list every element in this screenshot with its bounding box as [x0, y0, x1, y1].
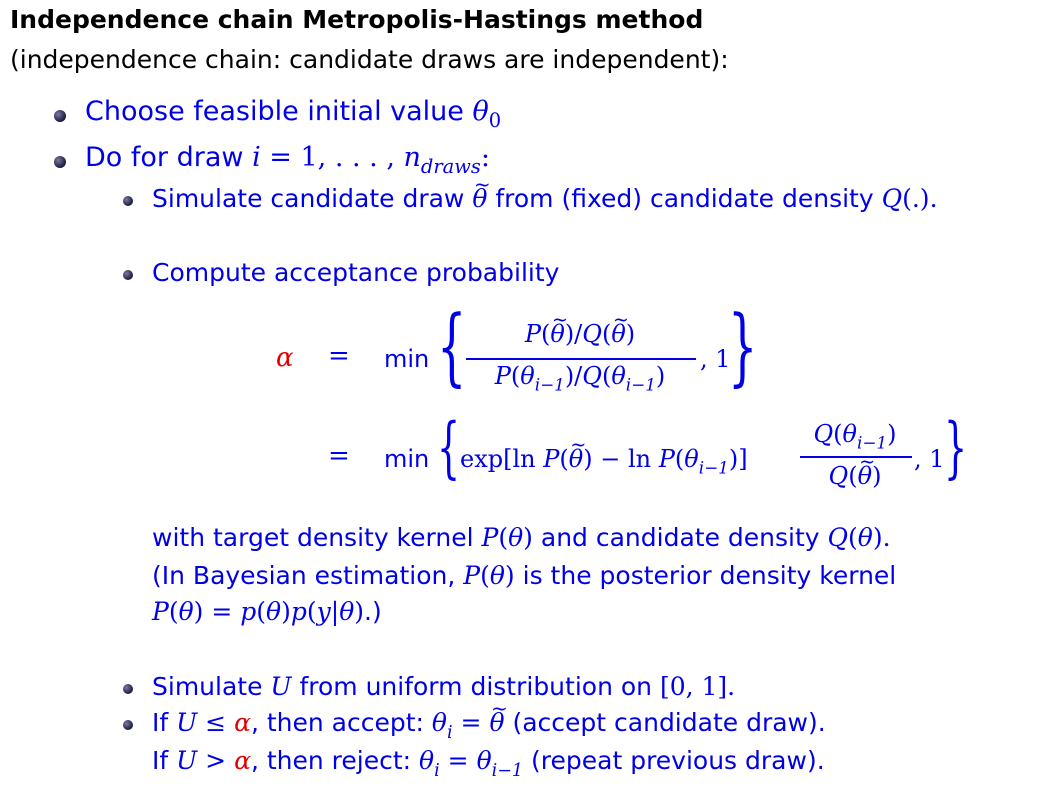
bullet-acceptance: Compute acceptance probability	[152, 258, 560, 287]
right-brace-1: }	[728, 297, 758, 395]
note-posterior-formula: P(θ) = p(θ)p(y|θ).)	[152, 597, 382, 626]
bullet-simulate-candidate: Simulate candidate draw θ ~ from (fixed) candidate density Q(.).	[152, 184, 938, 213]
right-brace-2: }	[944, 409, 968, 486]
alpha-symbol: α	[276, 343, 294, 373]
left-brace-1: {	[437, 297, 467, 395]
slide-title: Independence chain Metropolis-Hastings method	[10, 5, 704, 34]
sub-bullet-icon	[123, 720, 133, 730]
left-brace-2: {	[437, 409, 461, 486]
comma-one-2: , 1	[914, 445, 945, 473]
exp-expression: exp[ln P(θ ~) − $\ln P(\theta_{i-1})$]	[460, 445, 748, 478]
equals-sign: =	[328, 341, 350, 371]
bullet-simulate-uniform: Simulate U from uniform distribution on [0, 1].	[152, 672, 736, 701]
slide-subtitle: (independence chain: candidate draws are independent):	[10, 45, 729, 74]
bullet-icon	[54, 156, 66, 168]
fraction-bar-2	[800, 456, 912, 458]
equals-sign-2: =	[328, 441, 350, 471]
sub-bullet-icon	[123, 196, 133, 206]
note-target-density: with target density kernel P(θ) and candidate density Q(θ).	[152, 523, 891, 552]
bullet-icon	[54, 110, 66, 122]
sub-bullet-icon	[123, 270, 133, 280]
fraction-bar-1	[466, 358, 696, 360]
fraction-denominator-2: Q(θ ~)	[790, 462, 920, 490]
comma-one-1: , 1	[700, 345, 731, 373]
fraction-numerator-2: $Q(\theta_{i-1})$	[813, 420, 897, 453]
sub-bullet-icon	[123, 684, 133, 694]
fraction-denominator-1: $P(\theta_{i-1})/Q(\theta_{i-1})$	[494, 362, 666, 395]
fraction-numerator-1: P(θ ~)/Q(θ ~)	[460, 320, 700, 348]
min-operator-2: min	[384, 445, 430, 473]
bullet-loop: Do for draw i = 1, . . . , $n_{draws}$:	[85, 142, 490, 178]
note-bayesian: (In Bayesian estimation, P(θ) is the posterior density kernel	[152, 561, 897, 590]
bullet-reject-rule: If U > α, then reject: $\theta_i = \theta_{i-1}$ (repeat previous draw).	[152, 746, 825, 781]
min-operator-1: min	[384, 345, 430, 373]
bullet-initial-value: Choose feasible initial value $\theta_0$	[85, 96, 502, 132]
bullet-accept-rule: If U ≤ α, then accept: $\theta_i = \theta$ ~ (accept candidate draw).	[152, 708, 826, 743]
